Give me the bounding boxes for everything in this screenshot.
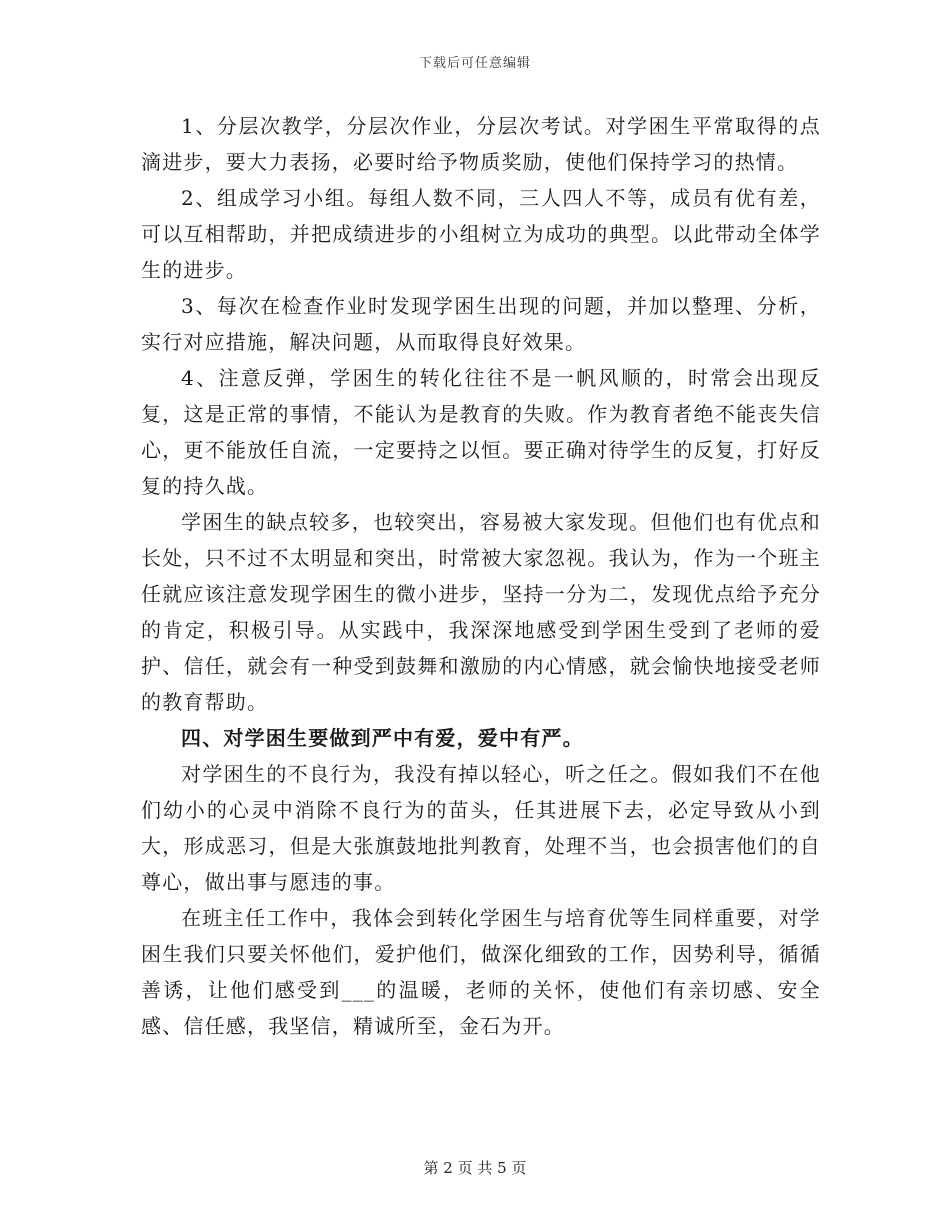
page-footer: 第 2 页 共 5 页 [423, 1159, 527, 1177]
paragraph-6: 对学困生的不良行为，我没有掉以轻心，听之任之。假如我们不在他们幼小的心灵中消除不良行为的苗头，任其进展下去，必定导致从小到大，形成恶习，但是大张旗鼓地批判教育，处理不当，也会损害他们的自尊心，做出事与愿违的事。 [141, 762, 821, 894]
paragraph-7: 在班主任工作中，我体会到转化学困生与培育优等生同样重要，对学困生我们只要关怀他们，爱护他们，做深化细致的工作，因势利导，循循善诱，让他们感受到___的温暖，老师的关怀，使他们有亲切感、安全感、信任感，我坚信，精诚所至，金石为开。 [141, 906, 821, 1038]
paragraph-5: 学困生的缺点较多，也较突出，容易被大家发现。但他们也有优点和长处，只不过不太明显和突出，时常被大家忽视。我认为，作为一个班主任就应该注意发现学困生的微小进步，坚持一分为二，发现优点给予充分的肯定，积极引导。从实践中，我深深地感受到学困生受到了老师的爱护、信任，就会有一种受到鼓舞和激励的内心情感，就会愉快地接受老师的教育帮助。 [141, 510, 821, 714]
paragraph-3: 3、每次在检查作业时发现学困生出现的问题，并加以整理、分析，实行对应措施，解决问题，从而取得良好效果。 [141, 294, 821, 354]
page-header: 下载后可任意编辑 [418, 56, 531, 71]
paragraph-1: 1、分层次教学，分层次作业，分层次考试。对学困生平常取得的点滴进步，要大力表扬，必要时给予物质奖励，使他们保持学习的热情。 [141, 114, 821, 174]
paragraph-2: 2、组成学习小组。每组人数不同，三人四人不等，成员有优有差，可以互相帮助，并把成绩进步的小组树立为成功的典型。以此带动全体学生的进步。 [141, 186, 821, 282]
section-heading: 四、对学困生要做到严中有爱，爱中有严。 [181, 726, 584, 750]
body-content [141, 108, 821, 1044]
paragraph-4: 4、注意反弹，学困生的转化往往不是一帆风顺的，时常会出现反复，这是正常的事情，不能认为是教育的失败。作为教育者绝不能丧失信心，更不能放任自流，一定要持之以恒。要正确对待学生的反复，打好反复的持久战。 [141, 366, 821, 498]
